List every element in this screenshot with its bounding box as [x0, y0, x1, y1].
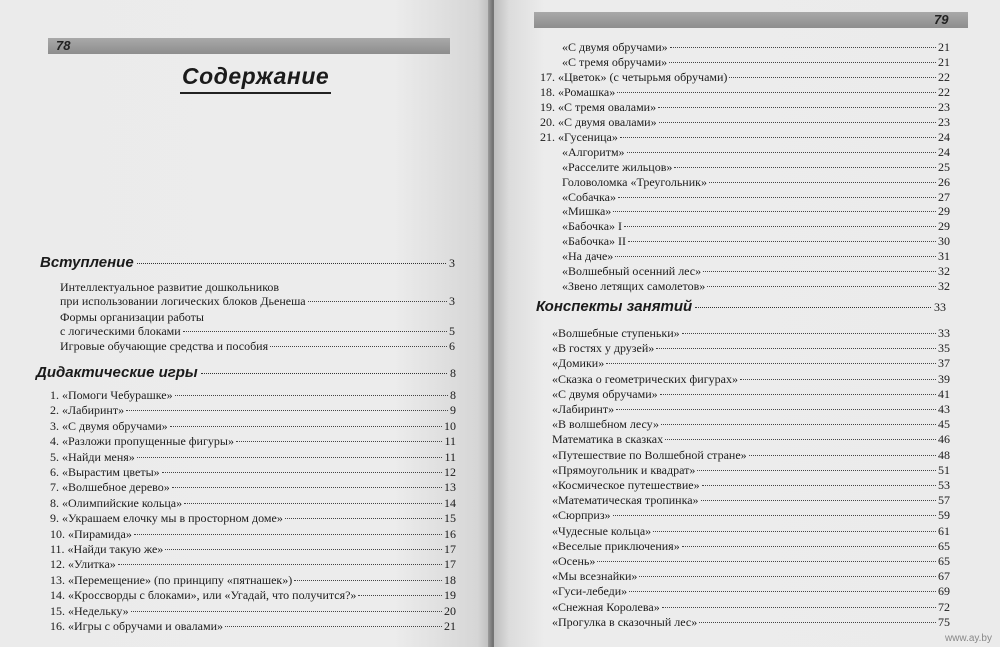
toc-entry[interactable] [552, 615, 950, 629]
toc-entry[interactable] [552, 372, 950, 386]
dot-leader [175, 395, 448, 396]
entry-page: 6 [449, 339, 455, 353]
dot-leader [308, 301, 447, 302]
entry-label: с логическими блоками [60, 324, 181, 338]
dot-leader [701, 500, 936, 501]
dot-leader [236, 441, 442, 442]
entry-page: 21 [444, 619, 456, 633]
toc-entry[interactable] [50, 496, 456, 510]
entry-label: «Звено летящих самолетов» [562, 279, 706, 294]
dot-leader [682, 546, 936, 547]
entry-page: 45 [938, 417, 950, 432]
section-label: Конспекты занятий [536, 298, 693, 315]
dot-leader [606, 363, 936, 364]
entry-page: 22 [938, 69, 950, 84]
entry-page: 5 [449, 324, 455, 338]
toc-entry[interactable] [562, 190, 950, 204]
dot-leader [662, 607, 936, 608]
entry-label: «С тремя обручами» [562, 54, 668, 69]
entry-label: «В гостях у друзей» [552, 341, 655, 356]
entry-page: 69 [938, 584, 950, 599]
entry-page: 35 [938, 341, 950, 356]
toc-entry[interactable] [552, 554, 950, 568]
entry-page: 19 [444, 588, 456, 603]
entry-label: «С двумя обручами» [562, 40, 668, 54]
entry-page: 32 [938, 264, 950, 279]
section-page: 8 [450, 366, 456, 380]
section-label: Дидактические игры [36, 364, 198, 381]
dot-leader [740, 379, 936, 380]
dot-leader [682, 333, 936, 334]
entry-page: 31 [938, 249, 950, 264]
entry-label: 7. «Волшебное дерево» [50, 480, 170, 495]
dot-leader [137, 263, 446, 264]
toc-entry[interactable] [50, 588, 456, 602]
entry-label: Математика в сказках [552, 432, 664, 447]
entry-label: «Математическая тропинка» [552, 493, 699, 508]
dot-leader [225, 626, 442, 627]
entry-page: 32 [938, 279, 950, 294]
toc-entry[interactable] [50, 542, 456, 556]
entry-label: Игровые обучающие средства и пособия [60, 339, 269, 353]
entry-label: «Космическое путешествие» [552, 478, 700, 492]
toc-entry[interactable] [540, 85, 950, 99]
dot-leader [707, 286, 936, 287]
toc-entry[interactable] [50, 511, 456, 525]
toc-entry[interactable] [562, 55, 950, 69]
toc-entry[interactable] [50, 388, 456, 402]
entry-page: 22 [938, 84, 950, 99]
entry-label: «Бабочка» I [562, 219, 623, 234]
toc-entry[interactable] [50, 619, 456, 633]
entry-label: 6. «Вырастим цветы» [50, 465, 160, 479]
watermark: www.ay.by [944, 633, 992, 644]
toc-entry[interactable] [60, 324, 455, 338]
dot-leader [660, 394, 936, 395]
dot-leader [172, 487, 442, 488]
dot-leader [639, 576, 936, 577]
toc-entry[interactable] [562, 249, 950, 263]
entry-label: 15. «Недельку» [50, 603, 129, 618]
dot-leader [616, 409, 936, 410]
entry-label: «Прямоугольник и квадрат» [552, 462, 696, 477]
dot-leader [270, 346, 447, 347]
toc-entry[interactable] [50, 450, 456, 464]
dot-leader [134, 534, 442, 535]
toc-entry[interactable] [552, 600, 950, 614]
entry-label: 5. «Найди меня» [50, 449, 135, 464]
entry-label: 1. «Помоги Чебурашке» [50, 388, 173, 402]
dot-leader [183, 331, 447, 332]
entry-page: 21 [938, 54, 950, 69]
entry-label: «Волшебные ступеньки» [552, 326, 680, 340]
toc-entry[interactable] [540, 130, 950, 144]
dot-leader [709, 182, 936, 183]
entry-page: 3 [449, 294, 455, 308]
entry-page: 17 [444, 557, 456, 572]
entry-page: 39 [938, 371, 950, 386]
dot-leader [184, 503, 442, 504]
entry-label: «Мишка» [562, 204, 612, 219]
dot-leader [597, 561, 936, 562]
entry-label: «Путешествие по Волшебной стране» [552, 447, 747, 462]
entry-page: 33 [938, 326, 950, 340]
toc-entry[interactable] [552, 569, 950, 583]
entry-label: «Лабиринт» [552, 402, 615, 416]
entry-page: 27 [938, 189, 950, 204]
toc-entry[interactable] [540, 70, 950, 84]
toc-entry[interactable] [552, 448, 950, 462]
entry-page: 61 [938, 523, 950, 538]
toc-entry[interactable] [552, 417, 950, 431]
entry-label: 14. «Кроссворды с блоками», или «Угадай, что получится?» [50, 588, 357, 603]
header-bar [48, 38, 450, 54]
entry-label: «Веселые приключения» [552, 538, 680, 553]
section-didactic[interactable] [36, 364, 456, 381]
entry-label: 16. «Игры с обручами и овалами» [50, 619, 223, 633]
toc-entry[interactable] [50, 573, 456, 587]
entry-label: «Расселите жильцов» [562, 159, 673, 174]
entry-page: 41 [938, 386, 950, 401]
dot-leader [658, 107, 936, 108]
entry-label: 4. «Разложи пропущенные фигуры» [50, 434, 234, 449]
dot-leader [670, 47, 936, 48]
toc-entry[interactable] [562, 234, 950, 248]
entry-label: «В волшебном лесу» [552, 417, 659, 432]
toc-entry[interactable] [50, 604, 456, 618]
dot-leader [695, 307, 931, 308]
dot-leader [620, 137, 936, 138]
dot-leader [358, 595, 442, 596]
toc-entry[interactable] [562, 204, 950, 218]
dot-leader [628, 241, 936, 242]
dot-leader [729, 77, 936, 78]
entry-label: «Собачка» [562, 189, 616, 204]
entry-page: 65 [938, 538, 950, 553]
section-page: 3 [449, 256, 455, 270]
toc-entry[interactable] [552, 524, 950, 538]
dot-leader [613, 211, 936, 212]
dot-leader [653, 531, 936, 532]
dot-leader [137, 457, 443, 458]
toc-entry[interactable] [50, 527, 456, 541]
dot-leader [627, 152, 936, 153]
entry-page: 16 [444, 526, 456, 541]
dot-leader [702, 485, 936, 486]
section-label: Вступление [40, 254, 134, 271]
entry-label: «Прогулка в сказочный лес» [552, 614, 698, 629]
entry-label: «Волшебный осенний лес» [562, 264, 702, 279]
entry-label: Головоломка «Треугольник» [562, 174, 707, 189]
toc-entry[interactable] [562, 175, 950, 189]
entry-page: 29 [938, 204, 950, 219]
entry-label: «Осень» [552, 554, 596, 568]
toc-entry[interactable] [552, 508, 950, 522]
entry-label: 17. «Цветок» (с четырьмя обручами) [540, 69, 728, 84]
toc-entry[interactable] [50, 419, 456, 433]
entry-page: 75 [938, 614, 950, 629]
entry-page: 48 [938, 447, 950, 462]
dot-leader [162, 472, 442, 473]
entry-label: 19. «С тремя овалами» [540, 99, 657, 114]
dot-leader [615, 256, 936, 257]
section-lessons[interactable] [536, 298, 946, 315]
toc-entry[interactable] [552, 356, 950, 370]
dot-leader [749, 455, 936, 456]
toc-entry[interactable] [562, 264, 950, 278]
entry-page: 11 [444, 434, 456, 449]
entry-label: 8. «Олимпийские кольца» [50, 495, 183, 510]
entry-page: 11 [444, 449, 456, 464]
toc-entry[interactable] [552, 478, 950, 492]
right-page [494, 0, 1000, 647]
entry-label: «Бабочка» II [562, 234, 627, 249]
entry-page: 18 [444, 572, 456, 587]
dot-leader [674, 167, 936, 168]
toc-entry[interactable] [552, 539, 950, 553]
dot-leader [629, 591, 936, 592]
entry-page: 24 [938, 129, 950, 144]
entry-label: «Мы всезнайки» [552, 569, 638, 584]
entry-page: 21 [938, 40, 950, 54]
dot-leader [697, 470, 936, 471]
toc-entry[interactable] [562, 219, 950, 233]
entry-page: 8 [450, 388, 456, 402]
toc-entry[interactable] [60, 294, 455, 308]
dot-leader [661, 424, 936, 425]
header-bar [534, 12, 968, 28]
toc-entry[interactable] [540, 115, 950, 129]
toc-entry[interactable] [552, 402, 950, 416]
toc-entry[interactable] [562, 40, 950, 54]
entry-page: 26 [938, 174, 950, 189]
entry-page: 72 [938, 599, 950, 614]
entry-page: 57 [938, 493, 950, 508]
entry-page: 14 [444, 495, 456, 510]
entry-label: «Домики» [552, 356, 605, 371]
entry-label: «Сказка о геометрических фигурах» [552, 371, 738, 386]
toc-entry[interactable] [552, 463, 950, 477]
entry-page: 9 [450, 403, 456, 418]
dot-leader [699, 622, 936, 623]
page-number: 78 [56, 38, 71, 53]
entry-label: «Алгоритм» [562, 144, 625, 159]
entry-label: «Чудесные кольца» [552, 523, 652, 538]
entry-label: 10. «Пирамида» [50, 526, 132, 541]
dot-leader [703, 271, 936, 272]
toc-entry[interactable] [562, 279, 950, 293]
entry-label: 21. «Гусеница» [540, 129, 618, 144]
entry-label: 18. «Ромашка» [540, 84, 616, 99]
section-intro[interactable] [40, 254, 455, 271]
toc-entry[interactable] [50, 434, 456, 448]
dot-leader [624, 226, 936, 227]
entry-page: 51 [938, 462, 950, 477]
dot-leader [126, 410, 448, 411]
dot-leader [285, 518, 442, 519]
entry-page: 37 [938, 356, 950, 371]
entry-page: 67 [938, 569, 950, 584]
dot-leader [118, 564, 442, 565]
entry-page: 59 [938, 508, 950, 523]
toc-entry[interactable] [50, 480, 456, 494]
dot-leader [165, 549, 442, 550]
dot-leader [170, 426, 442, 427]
dot-leader [617, 92, 936, 93]
entry-page: 17 [444, 542, 456, 556]
toc-entry[interactable] [562, 160, 950, 174]
toc-entry[interactable] [552, 584, 950, 598]
entry-page: 29 [938, 219, 950, 234]
entry-page: 43 [938, 402, 950, 416]
intro-text-line: Интеллектуальное развитие дошкольников [60, 280, 280, 294]
entry-page: 23 [938, 114, 950, 129]
toc-entry[interactable] [552, 326, 950, 340]
entry-page: 10 [444, 418, 456, 433]
dot-leader [131, 611, 442, 612]
entry-label: 11. «Найди такую же» [50, 542, 164, 556]
entry-label: 3. «С двумя обручами» [50, 418, 168, 433]
entry-label: 9. «Украшаем елочку мы в просторном доме» [50, 511, 283, 526]
entry-page: 30 [938, 234, 950, 249]
page-number: 79 [934, 12, 949, 27]
entry-label: 2. «Лабиринт» [50, 403, 125, 418]
entry-page: 12 [444, 465, 456, 479]
dot-leader [294, 580, 442, 581]
toc-entry[interactable] [562, 145, 950, 159]
entry-label: 13. «Перемещение» (по принципу «пятнашек») [50, 572, 293, 587]
toc-entry[interactable] [50, 403, 456, 417]
left-page [0, 0, 492, 647]
dot-leader [665, 439, 936, 440]
entry-page: 65 [938, 554, 950, 568]
entry-page: 46 [938, 432, 950, 447]
entry-page: 15 [444, 511, 456, 526]
toc-entry[interactable] [50, 465, 456, 479]
dot-leader [669, 62, 936, 63]
entry-page: 53 [938, 478, 950, 492]
entry-label: «На даче» [562, 249, 614, 264]
entry-label: «Снежная Королева» [552, 599, 660, 614]
dot-leader [201, 373, 447, 374]
toc-entry[interactable] [552, 387, 950, 401]
entry-page: 13 [444, 480, 456, 495]
toc-entry[interactable] [50, 557, 456, 571]
dot-leader [618, 197, 936, 198]
entry-label: 12. «Улитка» [50, 557, 116, 572]
entry-page: 25 [938, 159, 950, 174]
toc-entry[interactable] [540, 100, 950, 114]
toc-entry[interactable] [60, 339, 455, 353]
entry-page: 24 [938, 144, 950, 159]
entry-label: «Гуси-лебеди» [552, 584, 628, 599]
entry-page: 23 [938, 99, 950, 114]
intro-text-line: Формы организации работы [60, 310, 204, 324]
entry-label: «Сюрприз» [552, 508, 611, 523]
dot-leader [613, 515, 936, 516]
section-page: 33 [934, 300, 946, 314]
toc-entry[interactable] [552, 341, 950, 355]
page-title: Содержание [180, 63, 331, 94]
entry-label: «С двумя обручами» [552, 386, 658, 401]
toc-entry[interactable] [552, 432, 950, 446]
entry-label: 20. «С двумя овалами» [540, 114, 657, 129]
dot-leader [656, 348, 936, 349]
dot-leader [659, 122, 936, 123]
entry-page: 20 [444, 603, 456, 618]
toc-entry[interactable] [552, 493, 950, 507]
entry-label: при использовании логических блоков Дьенеша [60, 294, 306, 308]
